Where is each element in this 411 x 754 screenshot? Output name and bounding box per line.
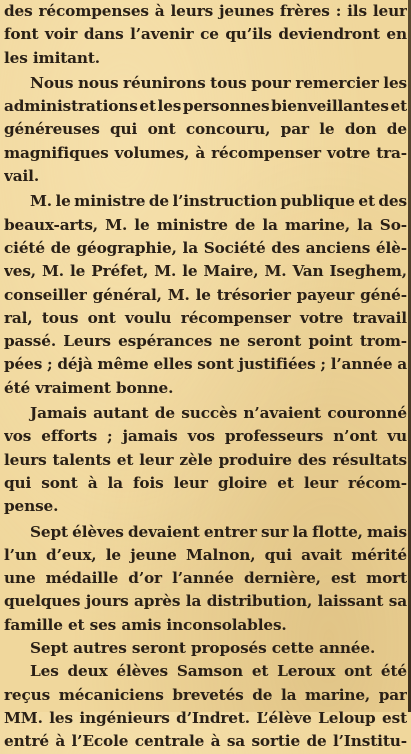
paragraph bbox=[4, 190, 407, 400]
text-column bbox=[4, 0, 407, 754]
text-line: ral, tous ont voulu récompenser votre travail bbox=[4, 308, 407, 327]
text-line: vail. bbox=[4, 167, 39, 186]
paragraph bbox=[4, 402, 407, 518]
text-line: passé. Leurs espérances ne seront point trom- bbox=[4, 332, 407, 351]
text-line: administrations et les personnes bienveillantes et bbox=[4, 97, 407, 116]
text-line: famille et ses amis inconsolables. bbox=[4, 615, 287, 634]
text-line: les imitant. bbox=[4, 48, 100, 67]
text-line: conseiller général, M. le trésorier payeur géné- bbox=[4, 285, 407, 304]
text-line: MM. les ingénieurs d’Indret. L’élève Leloup est bbox=[4, 708, 407, 727]
text-line: pense. bbox=[4, 497, 59, 516]
text-line: pées ; déjà même elles sont justifiées ; l’année a bbox=[4, 355, 407, 374]
text-line: quelques jours après la distribution, laissant sa bbox=[4, 592, 407, 611]
paragraph bbox=[4, 0, 407, 70]
text-line: Jamais autant de succès n’avaient couronné bbox=[30, 404, 407, 423]
text-line: reçus mécaniciens brevetés de la marine, par bbox=[4, 685, 407, 704]
paragraph bbox=[4, 637, 407, 660]
text-line: entré à l’Ecole centrale à sa sortie de l’Institu- bbox=[4, 732, 407, 751]
text-line: ciété de géographie, la Société des anciens élè- bbox=[4, 238, 407, 257]
paragraph bbox=[4, 521, 407, 637]
text-line: été vraiment bonne. bbox=[4, 378, 174, 397]
text-line: ves, M. le Préfet, M. le Maire, M. Van Iseghem, bbox=[4, 262, 407, 281]
text-line: Nous nous réunirons tous pour remercier les bbox=[30, 73, 407, 92]
text-line: qui sont à la fois leur gloire et leur récom- bbox=[4, 473, 407, 492]
paragraph bbox=[4, 72, 407, 188]
text-line: font voir dans l’avenir ce qu’ils deviendront en bbox=[4, 25, 407, 44]
text-line: l’un d’eux, le jeune Malnon, qui avait mérité bbox=[4, 545, 407, 564]
paragraph bbox=[4, 660, 407, 753]
text-line: M. le ministre de l’instruction publique et des bbox=[30, 192, 407, 211]
text-line: une médaille d’or l’année dernière, est mort bbox=[4, 569, 407, 588]
text-line: des récompenses à leurs jeunes frères : ils leur bbox=[4, 2, 407, 20]
text-line: Sept élèves devaient entrer sur la flotte, mais bbox=[30, 522, 407, 541]
text-line: généreuses qui ont concouru, par le don de bbox=[4, 120, 407, 139]
text-line: Sept autres seront proposés cette année. bbox=[30, 639, 376, 658]
text-line: magnifiques volumes, à récompenser votre tra- bbox=[4, 143, 407, 162]
text-line: vos efforts ; jamais vos professeurs n’ont vu bbox=[4, 427, 407, 446]
text-line: leurs talents et leur zèle produire des résultats bbox=[4, 450, 407, 469]
text-line: beaux-arts, M. le ministre de la marine, la So- bbox=[4, 215, 407, 234]
text-line: Les deux élèves Samson et Leroux ont été bbox=[30, 662, 407, 681]
